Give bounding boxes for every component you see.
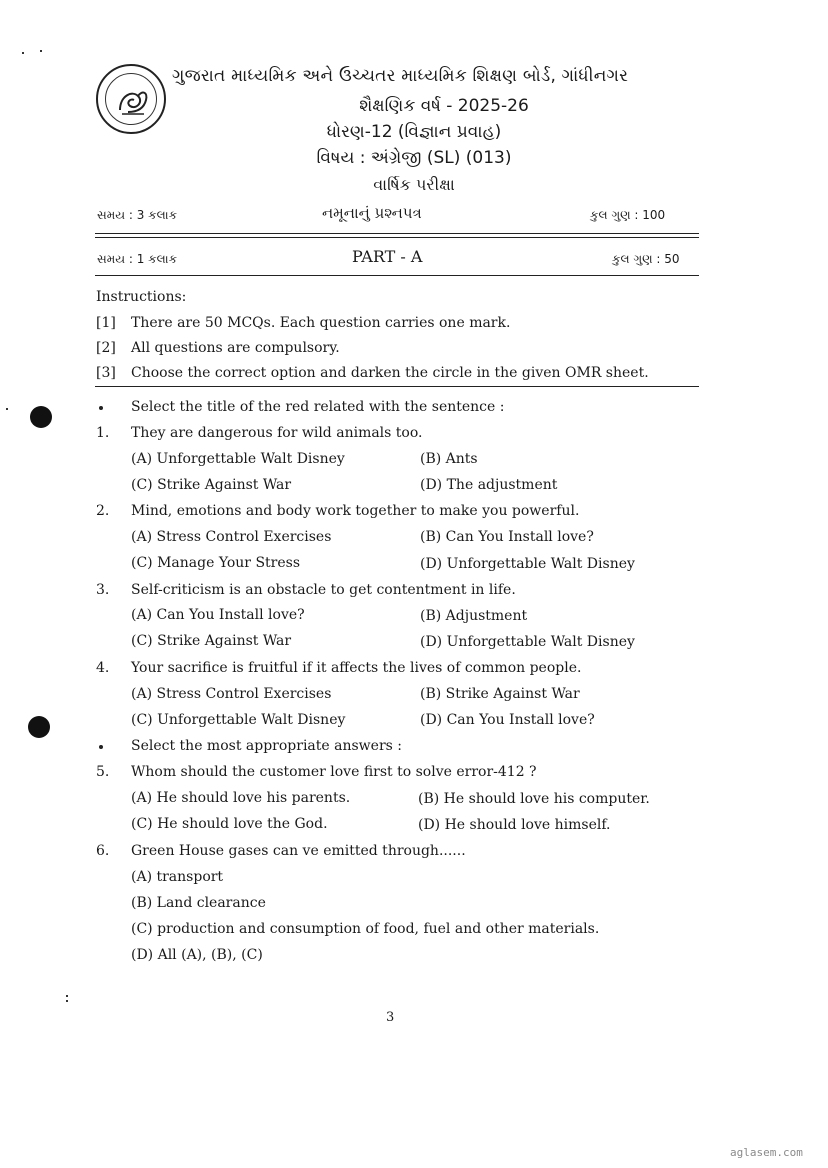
- option-c: (C) Strike Against War: [131, 477, 292, 493]
- question-number: 6.: [96, 843, 110, 859]
- question-number: 3.: [96, 582, 110, 598]
- standard: ધોરણ-12 (વિજ્ઞાન પ્રવાહ): [326, 122, 502, 142]
- option-a: (A) Can You Install love?: [131, 607, 305, 623]
- instruction-text: There are 50 MCQs. Each question carries one mark.: [131, 315, 511, 331]
- question-text: Mind, emotions and body work together to make you powerful.: [131, 503, 580, 519]
- instruction-number: [1]: [96, 315, 116, 331]
- scan-speck: [66, 995, 68, 997]
- section-heading: Select the most appropriate answers :: [131, 738, 402, 754]
- question-number: 1.: [96, 425, 110, 441]
- scan-speck: [40, 50, 42, 52]
- page-number: 3: [386, 1010, 395, 1025]
- time-total: સમય : 3 કલાક: [97, 208, 178, 222]
- option-c: (C) Strike Against War: [131, 633, 292, 649]
- academic-year: શૈક્ષણિક વર્ષ - 2025-26: [359, 96, 529, 116]
- option-a: (A) He should love his parents.: [131, 790, 351, 806]
- instructions-title: Instructions:: [96, 289, 187, 305]
- option-a: (A) Unforgettable Walt Disney: [131, 451, 345, 467]
- option-d: (D) The adjustment: [420, 477, 558, 493]
- marks-part: કુલ ગુણ : 50: [612, 252, 680, 266]
- punch-hole-mark: [30, 406, 52, 428]
- instruction-number: [3]: [96, 365, 116, 381]
- divider: [95, 233, 699, 234]
- punch-hole-mark: [28, 716, 50, 738]
- divider: [95, 386, 699, 387]
- option-b: (B) He should love his computer.: [418, 791, 650, 807]
- question-number: 2.: [96, 503, 110, 519]
- option-b: (B) Can You Install love?: [420, 529, 594, 545]
- question-text: They are dangerous for wild animals too.: [131, 425, 423, 441]
- scan-speck: [22, 52, 24, 54]
- option-d: (D) All (A), (B), (C): [131, 947, 263, 963]
- part-title: PART - A: [352, 247, 423, 266]
- instruction-text: Choose the correct option and darken the circle in the given OMR sheet.: [131, 365, 649, 381]
- option-b: (B) Land clearance: [131, 895, 266, 911]
- time-part: સમય : 1 કલાક: [97, 252, 178, 266]
- section-bullet: [99, 745, 103, 749]
- question-number: 4.: [96, 660, 110, 676]
- option-b: (B) Strike Against War: [420, 686, 580, 702]
- option-d: (D) Unforgettable Walt Disney: [420, 556, 635, 572]
- question-text: Your sacrifice is fruitful if it affects the lives of common people.: [131, 660, 582, 676]
- option-d: (D) He should love himself.: [418, 817, 611, 833]
- option-c: (C) He should love the God.: [131, 816, 328, 832]
- instruction-number: [2]: [96, 340, 116, 356]
- option-a: (A) Stress Control Exercises: [131, 529, 332, 545]
- option-b: (B) Ants: [420, 451, 478, 467]
- board-name: ગુજરાત માધ્યમિક અને ઉચ્ચતર માધ્યમિક શિક્ષણ બોર્ડ, ગાંધીનગર: [172, 66, 629, 86]
- divider: [95, 237, 699, 238]
- option-c: (C) Unforgettable Walt Disney: [131, 712, 346, 728]
- question-text: Green House gases can ve emitted through......: [131, 843, 466, 859]
- option-d: (D) Can You Install love?: [420, 712, 595, 728]
- instruction-text: All questions are compulsory.: [131, 340, 340, 356]
- section-bullet: [99, 406, 103, 410]
- question-text: Self-criticism is an obstacle to get contentment in life.: [131, 582, 516, 598]
- section-heading: Select the title of the red related with the sentence :: [131, 399, 505, 415]
- marks-total: કુલ ગુણ : 100: [590, 208, 666, 222]
- question-number: 5.: [96, 764, 110, 780]
- scan-speck: [66, 1000, 68, 1002]
- option-a: (A) transport: [131, 869, 224, 885]
- paper-type: નમૂનાનું પ્રશ્નપત્ર: [322, 204, 422, 222]
- subject: વિષય : અંગ્રેજી (SL) (013): [316, 148, 512, 168]
- scan-speck: [6, 408, 8, 410]
- divider: [95, 275, 699, 276]
- option-c: (C) production and consumption of food, fuel and other materials.: [131, 921, 600, 937]
- option-a: (A) Stress Control Exercises: [131, 686, 332, 702]
- option-b: (B) Adjustment: [420, 608, 528, 624]
- question-text: Whom should the customer love first to solve error-412 ?: [131, 764, 537, 780]
- watermark: aglasem.com: [730, 1146, 803, 1159]
- exam-type: વાર્ષિક પરીક્ષા: [373, 175, 455, 194]
- option-d: (D) Unforgettable Walt Disney: [420, 634, 635, 650]
- option-c: (C) Manage Your Stress: [131, 555, 301, 571]
